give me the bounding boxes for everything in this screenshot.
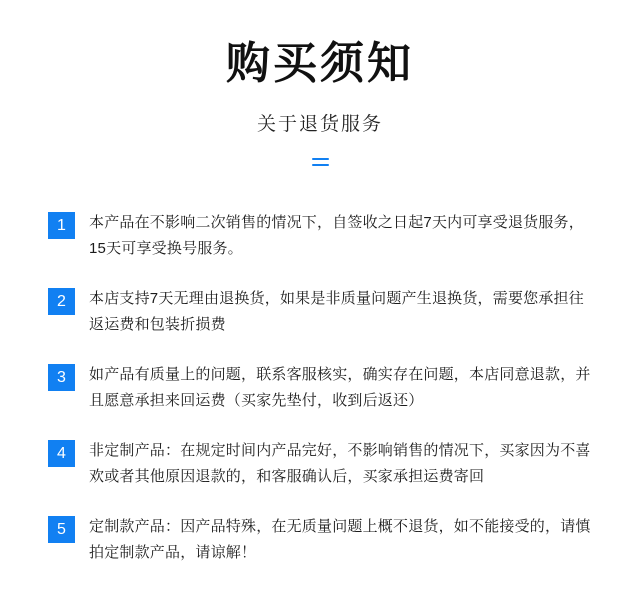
list-item-text: 本店支持7天无理由退换货，如果是非质量问题产生退换货，需要您承担往返运费和包装折损费 (89, 289, 584, 333)
list-item-text: 本产品在不影响二次销售的情况下，自签收之日起7天内可享受退货服务，15天可享受换号服务。 (89, 213, 584, 257)
list-item (48, 362, 594, 414)
list-item (48, 286, 594, 338)
list-item-number: 2 (48, 288, 75, 315)
list-item (48, 210, 594, 262)
list-item-text: 如产品有质量上的问题，联系客服核实，确实存在问题，本店同意退款，并且愿意承担来回运费（买家先垫付，收到后返还） (89, 365, 591, 409)
list-item-text: 非定制产品：在规定时间内产品完好，不影响销售的情况下，买家因为不喜欢或者其他原因退款的，和客服确认后，买家承担运费寄回 (89, 441, 591, 485)
list-item (48, 438, 594, 490)
page-title: 购买须知 (226, 39, 414, 88)
list-item-number: 4 (48, 440, 75, 467)
list-item-number: 5 (48, 516, 75, 543)
list-item (48, 514, 594, 566)
page-header (0, 0, 640, 166)
list-item-number: 3 (48, 364, 75, 391)
page-subtitle: 关于退货服务 (256, 113, 383, 135)
divider (0, 158, 640, 166)
notice-list (0, 210, 640, 566)
list-item-text: 定制款产品：因产品特殊，在无质量问题上概不退货，如不能接受的，请慎拍定制款产品，请谅解！ (89, 517, 591, 561)
double-dash-icon (312, 158, 329, 166)
list-item-number: 1 (48, 212, 75, 239)
